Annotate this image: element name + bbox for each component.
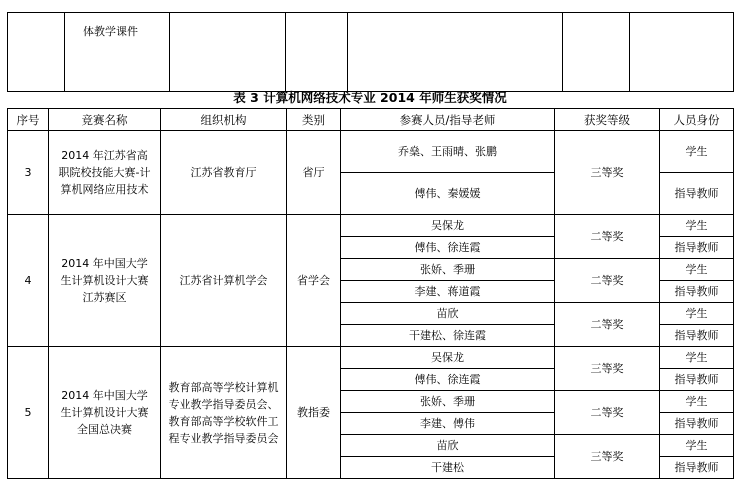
- column-header: 序号: [8, 109, 49, 131]
- person-role: 学生: [660, 347, 734, 369]
- previous-table-fragment: [7, 12, 734, 92]
- person-role: 学生: [660, 303, 734, 325]
- award-level: 二等奖: [555, 391, 660, 435]
- award-level: 三等奖: [555, 347, 660, 391]
- participants: 傅伟、徐连霞: [341, 237, 555, 259]
- participants: 李建、蒋道霞: [341, 281, 555, 303]
- column-header: 人员身份: [660, 109, 734, 131]
- organizer: 教育部高等学校计算机专业教学指导委员会、教育部高等学校软件工程专业教学指导委员会: [161, 347, 287, 479]
- table-caption: 表 3 计算机网络技术专业 2014 年师生获奖情况: [233, 90, 507, 105]
- competition-index: 3: [8, 131, 49, 215]
- person-role: 学生: [660, 131, 734, 173]
- award-level: 二等奖: [555, 215, 660, 259]
- participants: 傅伟、徐连霞: [341, 369, 555, 391]
- person-role: 学生: [660, 435, 734, 457]
- person-role: 指导教师: [660, 173, 734, 215]
- participants: 李建、傅伟: [341, 413, 555, 435]
- table-row: [8, 131, 734, 173]
- participants: 苗欣: [341, 303, 555, 325]
- award-level: 二等奖: [555, 303, 660, 347]
- organizer: 江苏省计算机学会: [161, 215, 287, 347]
- person-role: 学生: [660, 391, 734, 413]
- person-role: 指导教师: [660, 325, 734, 347]
- person-role: 学生: [660, 259, 734, 281]
- category: 省学会: [287, 215, 341, 347]
- table-header-row: [8, 109, 734, 131]
- column-header: 类别: [287, 109, 341, 131]
- previous-table-text: 体教学课件: [65, 13, 170, 92]
- competition-name: 2014 年中国大学生计算机设计大赛全国总决赛: [49, 347, 161, 479]
- participants: 张娇、季珊: [341, 391, 555, 413]
- column-header: 组织机构: [161, 109, 287, 131]
- award-level: 三等奖: [555, 435, 660, 479]
- competition-index: 4: [8, 215, 49, 347]
- category: 教指委: [287, 347, 341, 479]
- person-role: 指导教师: [660, 281, 734, 303]
- empty-cell: [348, 13, 563, 92]
- category: 省厅: [287, 131, 341, 215]
- competition-index: 5: [8, 347, 49, 479]
- empty-cell: [286, 13, 348, 92]
- empty-cell: [8, 13, 65, 92]
- person-role: 指导教师: [660, 457, 734, 479]
- person-role: 指导教师: [660, 237, 734, 259]
- empty-cell: [170, 13, 286, 92]
- column-header: 竞赛名称: [49, 109, 161, 131]
- award-level: 二等奖: [555, 259, 660, 303]
- competition-name: 2014 年中国大学生计算机设计大赛江苏赛区: [49, 215, 161, 347]
- award-level: 三等奖: [555, 131, 660, 215]
- participants: 干建松: [341, 457, 555, 479]
- person-role: 指导教师: [660, 369, 734, 391]
- person-role: 学生: [660, 215, 734, 237]
- participants: 吴保龙: [341, 215, 555, 237]
- previous-table-row: [8, 13, 734, 92]
- participants: 张娇、季珊: [341, 259, 555, 281]
- column-header: 获奖等级: [555, 109, 660, 131]
- empty-cell: [563, 13, 630, 92]
- participants: 吴保龙: [341, 347, 555, 369]
- empty-cell: [630, 13, 734, 92]
- column-header: 参赛人员/指导老师: [341, 109, 555, 131]
- participants: 傅伟、秦媛媛: [341, 173, 555, 215]
- awards-table: [7, 108, 734, 479]
- table-body: [8, 131, 734, 479]
- competition-name: 2014 年江苏省高职院校技能大赛-计算机网络应用技术: [49, 131, 161, 215]
- table-row: [8, 347, 734, 369]
- table-row: [8, 215, 734, 237]
- participants: 乔燊、王雨晴、张鹏: [341, 131, 555, 173]
- participants: 苗欣: [341, 435, 555, 457]
- organizer: 江苏省教育厅: [161, 131, 287, 215]
- person-role: 指导教师: [660, 413, 734, 435]
- participants: 干建松、徐连霞: [341, 325, 555, 347]
